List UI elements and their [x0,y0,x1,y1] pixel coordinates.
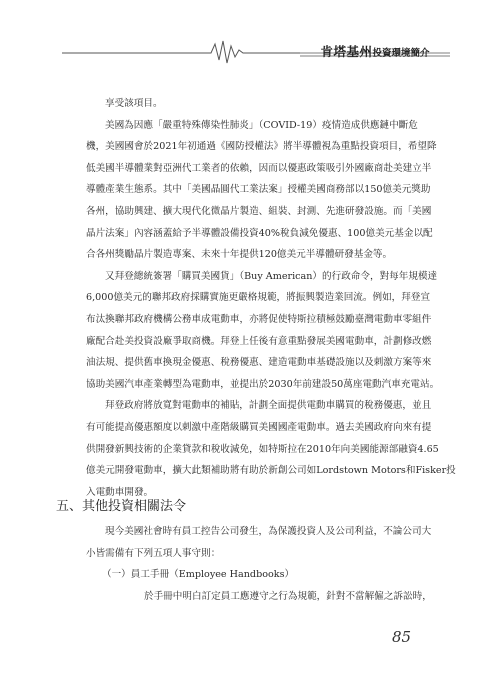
text-line: 協助美國汽車產業轉型為電動車，並提出於2030年前建設50萬座電動汽車充電站。 [86,378,440,390]
text-line: 廠配合赴美投資設廠爭取商機。拜登上任後有意重點發展美國電動車，計劃修改燃 [86,335,432,347]
text-line: 導體產業生態系。其中「美國晶圓代工業法案」授權美國商務部以150億美元獎助 [86,184,431,196]
text-line: 各州，協助興建、擴大現代化微晶片製造、組裝、封測、先進研發設施。而「美國 [86,205,432,217]
body-text [86,93,456,503]
section-heading: 五、其他投資相關法令 [56,499,187,514]
text-line: 合各州獎勵晶片製造專案、未來十年提供120億美元半導體研發基金等。 [86,249,393,261]
text-line: 拜登政府將放寬對電動車的補貼，計劃全面提供電動車購買的稅務優惠，並且 [105,400,432,412]
text-line: 又拜登總統簽署「購買美國貨」（Buy American）的行政命令，對每年規模達 [105,270,438,282]
running-header-title [300,42,450,62]
text-line: 小皆需備有下列五項人事守則： [86,547,221,559]
text-line: 現今美國社會時有員工控告公司發生，為保護投資人及公司利益，不論公司大 [105,526,432,537]
page-number: 85 [392,628,412,646]
text-line: 布汰換聯邦政府機構公務車成電動車，亦將促使特斯拉積極鼓勵臺灣電動車零組件 [86,313,432,325]
text-line: 低美國半導體業對亞洲代工業者的依賴，因而以優惠政策吸引外國廠商赴美建立半 [86,162,432,174]
text-line: 油法規、提供舊車換現金優惠、稅務優惠、建造電動車基礎設施以及刺激方案等來 [86,357,432,369]
running-header [0,36,480,66]
text-line: 億美元開發電動車，擴大此類補助將有助於新創公司如Lordstown Motors和Fisker投 [86,465,456,477]
text-line: 機，美國國會於2021年初通過《國防授權法》將半導體視為重點投資項目，希望降 [86,141,437,153]
header-title-suffix: 投資環境簡介 [372,48,430,59]
text-line: 美國為因應「嚴重特殊傳染性肺炎」（COVID-19）疫情造成供應鏈中斷危 [105,119,418,131]
subheading: （一）員工手冊（Employee Handbooks） [102,569,295,581]
text-line: 有可能提高優惠額度以刺激中產階級購買美國國產電動車。過去美國政府向來有提 [86,421,432,433]
text-line: 入電動車開發。 [86,486,154,498]
text-line: 享受該項目。 [105,98,163,109]
text-line: 晶片法案」內容涵蓋給予半導體設備投資40%稅負減免優惠、100億美元基金以配 [86,227,433,239]
text-line: 供開發新興技術的企業貸款和稅收減免，如特斯拉在2010年向美國能源部融資4.65 [86,443,439,455]
text-line: 於手冊中明白訂定員工應遵守之行為規範，針對不當解僱之訴訟時， [144,590,432,602]
section-body [86,521,432,607]
header-title-main: 肯塔基州 [320,44,373,59]
text-line: 6,000億美元的聯邦政府採購實施更嚴格規範，將振興製造業回流。例如，拜登宣 [86,292,431,304]
